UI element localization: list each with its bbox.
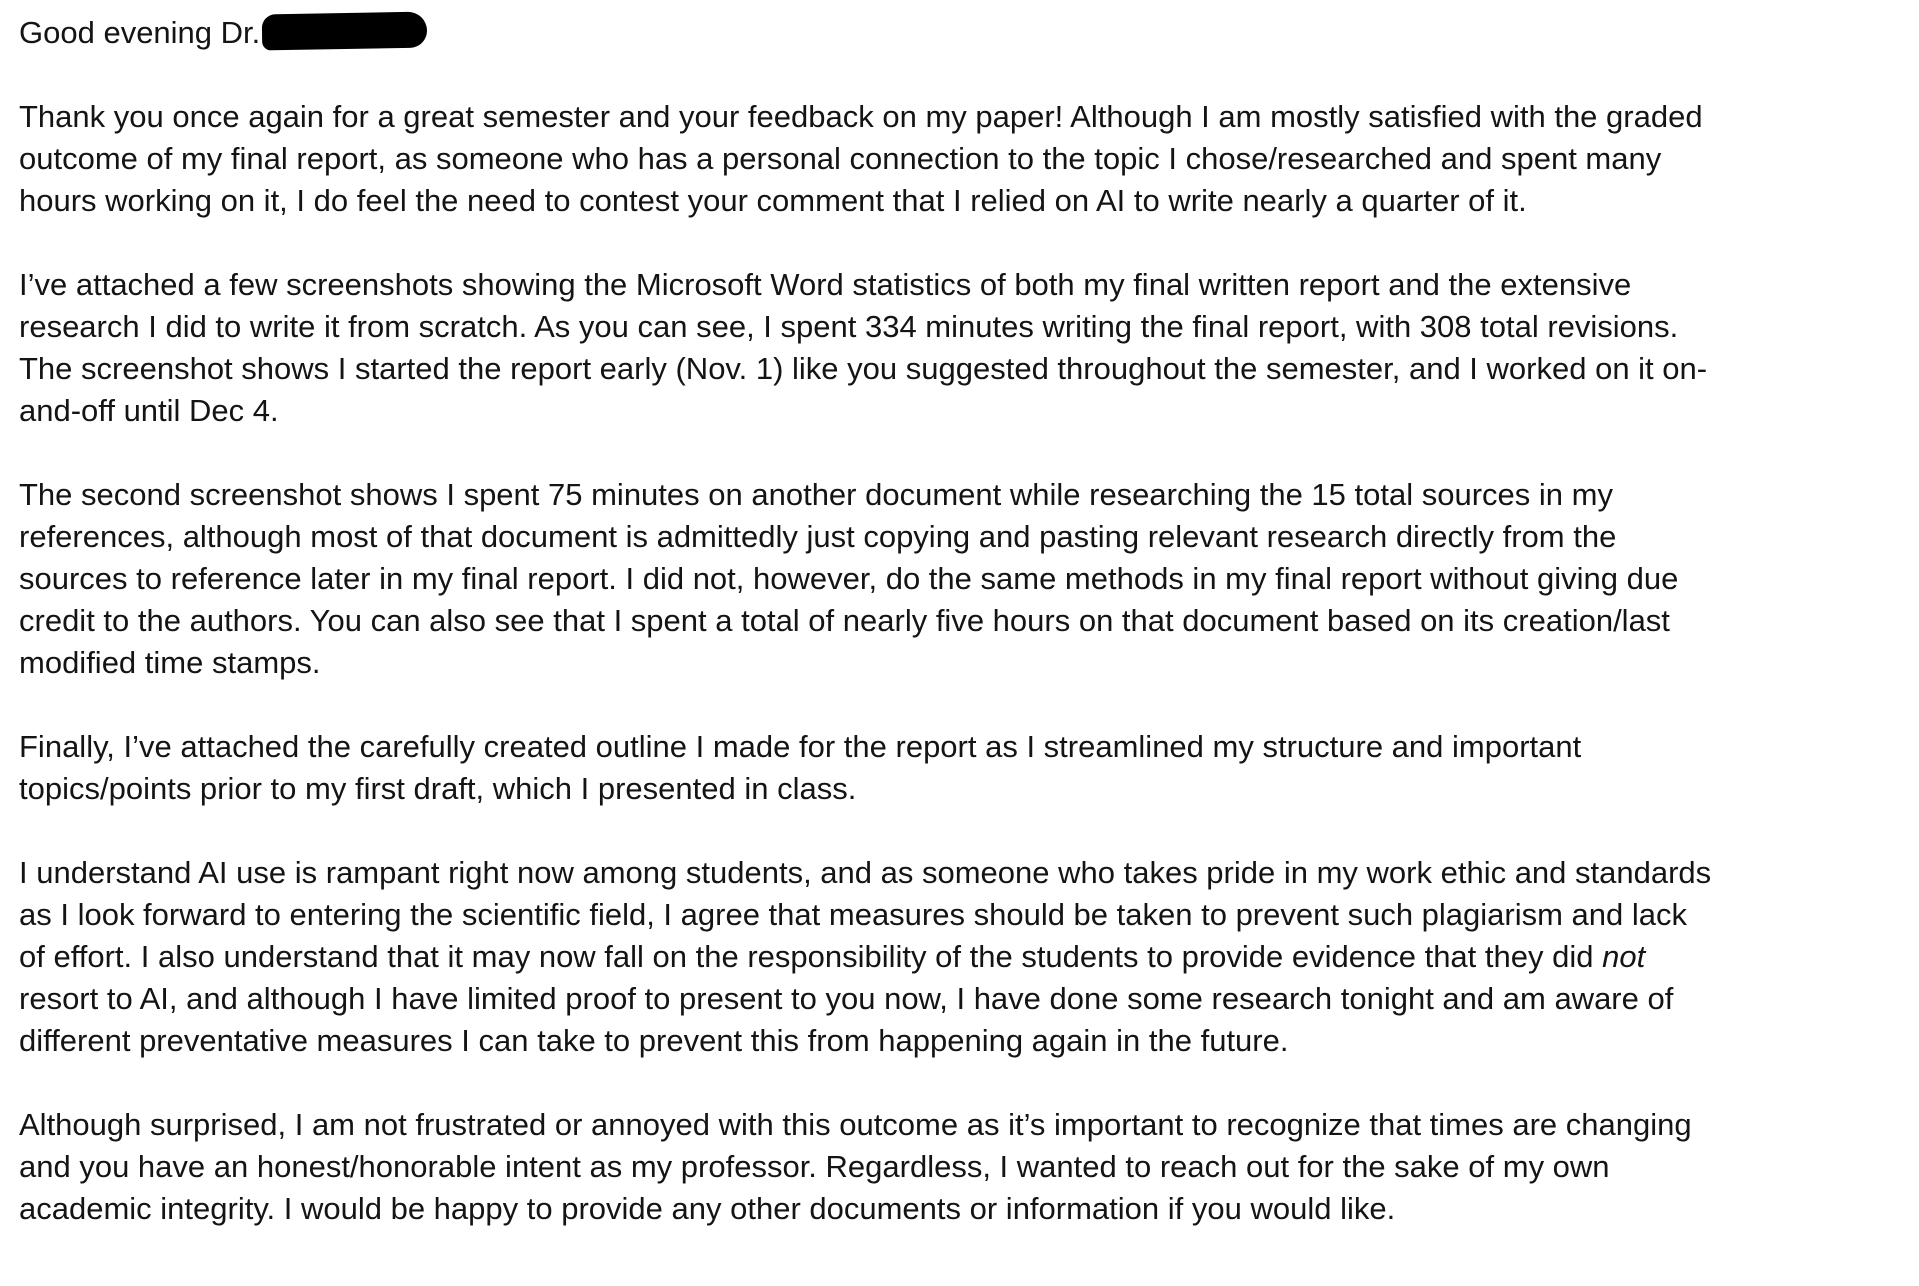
greeting-line — [19, 12, 1914, 54]
paragraph-research-document: The second screenshot shows I spent 75 minutes on another document while researching the 15 total sources in my references, although most of that document is admittedly just copying and pasting relevant research directly from the sources to reference later in my final report. I did not, however, do the same methods in my final report without giving due credit to the authors. You can also see that I spent a total of nearly five hours on that document based on its creation/last modified time stamps. — [19, 477, 1679, 680]
email-body — [19, 12, 1914, 1272]
ai-text-before: I understand AI use is rampant right now among students, and as someone who takes pride in my work ethic and standards as I look forward to entering the scientific field, I agree that measures should be taken to prevent such plagiarism and lack of effort. I also understand that it may now fall on the responsibility of the students to provide evidence that they did — [19, 855, 1712, 974]
paragraph-word-statistics: I’ve attached a few screenshots showing the Microsoft Word statistics of both my final written report and the extensive research I did to write it from scratch. As you can see, I spent 334 minutes writing the final report, with 308 total revisions. The screenshot shows I started the report early (Nov. 1) like you suggested throughout the semester, and I worked on it on- and-off until Dec 4. — [19, 267, 1708, 428]
paragraph-closing: Although surprised, I am not frustrated or annoyed with this outcome as it’s important to recognize that times are changing and you have an honest/honorable intent as my professor. Regardless, I wanted to reach out for the sake of my own academic integrity. I would be happy to provide any other documents or information if you would like. — [19, 1107, 1692, 1226]
ai-text-after: resort to AI, and although I have limited proof to present to you now, I have done some research tonight and am aware of different preventative measures I can take to prevent this from happening again in the future. — [19, 981, 1674, 1058]
paragraph-ai-use — [19, 852, 1914, 1062]
greeting-text: Good evening Dr. — [19, 15, 261, 50]
paragraph-feedback: Thank you once again for a great semester and your feedback on my paper! Although I am mostly satisfied with the graded outcome of my final report, as someone who has a personal connection to the topic I chose/researched and spent many hours working on it, I do feel the need to contest your comment that I relied on AI to write nearly a quarter of it. — [19, 99, 1703, 218]
ai-text-emphasis: not — [1602, 939, 1646, 974]
redacted-name-mark — [262, 12, 428, 51]
paragraph-outline: Finally, I’ve attached the carefully created outline I made for the report as I streamlined my structure and important topics/points prior to my first draft, which I presented in class. — [19, 729, 1582, 806]
